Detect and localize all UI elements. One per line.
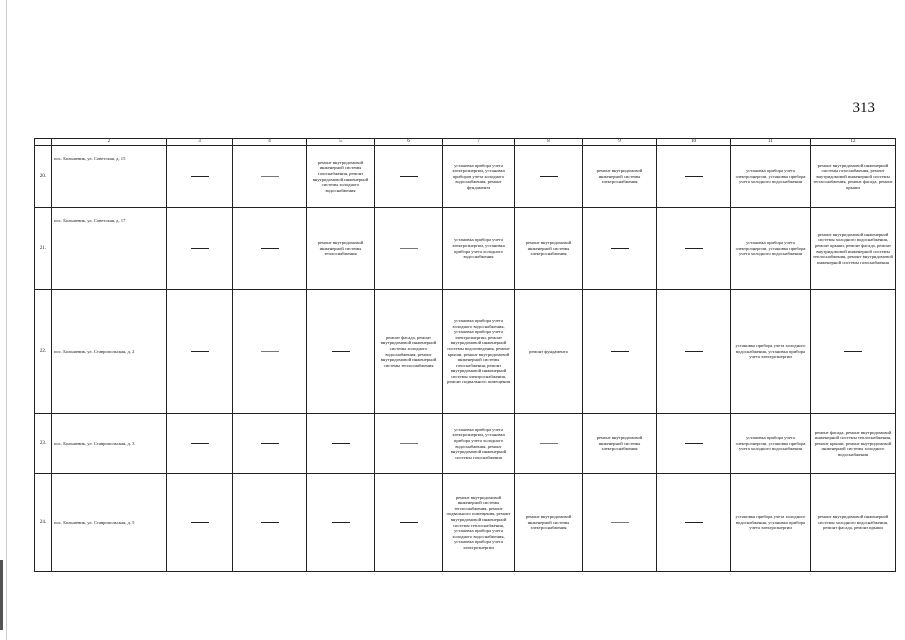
work-cell: ремонт внутридомовой инженерной системы теплоснабжения [307, 208, 375, 290]
work-cell: ремонт внутридомовой инженерной системы холодного водоснабжения, ремонт крыши, ремонт фасада, ремонт внутридомовой инженерной системы теплоснабжения, ремонт внутридомовой инженерной системы газоснабжения [811, 208, 896, 290]
col-header: 6 [375, 139, 443, 146]
work-cell: ремонт внутридомовой инженерной системы газоснабжения, ремонт внутридомовой инженерной системы холодного водоснабжения [307, 146, 375, 208]
work-cell: ремонт фасада, ремонт внутридомовой инженерной системы теплоснабжения, ремонт крыши, ремонт внутридомовой инженерной системы холодного водоснабжения [811, 414, 896, 474]
work-cell: установка прибора учета холодного водоснабжения, установка прибора учета электроэнергии [731, 290, 811, 414]
address-cell: пос. Большевик, ул. Ставропольская, д. 2 [52, 290, 167, 414]
dash-mark [261, 248, 279, 249]
dash-mark [191, 351, 209, 352]
table-row [35, 474, 896, 572]
row-number: 22. [35, 290, 52, 414]
dash-mark [261, 443, 279, 444]
empty-cell [167, 414, 233, 474]
dash-mark [400, 176, 418, 177]
empty-cell [811, 290, 896, 414]
dash-mark [400, 522, 418, 523]
work-cell: ремонт внутридомовой инженерной системы газоснабжения, ремонт внутридомовой инженерной системы теплоснабжения, ремонт фасада, ремонт крыши [811, 146, 896, 208]
empty-cell [307, 474, 375, 572]
work-cell: установка прибора учета электроэнергии, установка прибора учета холодного водоснабжения [731, 146, 811, 208]
empty-cell [583, 474, 657, 572]
work-cell: установка прибора учета электроэнергии, установка прибора учета холодного водоснабжения [443, 208, 515, 290]
empty-cell [307, 414, 375, 474]
dash-mark [540, 443, 558, 444]
row-number: 23. [35, 414, 52, 474]
dash-mark [191, 176, 209, 177]
header-row [35, 139, 896, 146]
empty-cell [375, 474, 443, 572]
col-header: 5 [307, 139, 375, 146]
table-row [35, 146, 896, 208]
dash-mark [332, 522, 350, 523]
work-cell: ремонт внутридомовой инженерной системы теплоснабжения, ремонт подвального помещения, ремонт внутридомовой инженерной системы теплоснабжения, установка прибора учета холодного водоснабжения, установка прибора учета электроэнергии [443, 474, 515, 572]
empty-cell [657, 474, 731, 572]
row-number: 20. [35, 146, 52, 208]
dash-mark [685, 176, 703, 177]
dash-mark [685, 248, 703, 249]
address-cell: пос. Большевик, ул. Советская, д. 17 [52, 208, 167, 290]
col-header: 12 [811, 139, 896, 146]
dash-mark [332, 351, 350, 352]
col-header: 9 [583, 139, 657, 146]
empty-cell [233, 414, 307, 474]
dash-mark [191, 248, 209, 249]
dash-mark [191, 522, 209, 523]
dash-mark [332, 443, 350, 444]
dash-mark [540, 176, 558, 177]
empty-cell [233, 146, 307, 208]
empty-cell [657, 208, 731, 290]
empty-cell [233, 474, 307, 572]
empty-cell [167, 474, 233, 572]
scan-edge-line [6, 0, 7, 640]
empty-cell [167, 146, 233, 208]
empty-cell [515, 146, 583, 208]
repair-schedule-table [34, 138, 896, 572]
work-cell: установка прибора учета электроэнергии, установка прибора учета холодного водоснабжения [731, 414, 811, 474]
table-row [35, 208, 896, 290]
dash-mark [261, 522, 279, 523]
dash-mark [611, 351, 629, 352]
scan-edge-mark [0, 560, 3, 630]
row-number: 21. [35, 208, 52, 290]
col-header: 4 [233, 139, 307, 146]
empty-cell [657, 414, 731, 474]
empty-cell [167, 208, 233, 290]
col-header: 8 [515, 139, 583, 146]
row-number: 24. [35, 474, 52, 572]
empty-cell [583, 290, 657, 414]
dash-mark [611, 248, 629, 249]
empty-cell [375, 414, 443, 474]
empty-cell [375, 146, 443, 208]
dash-mark [685, 351, 703, 352]
col-header [35, 139, 52, 146]
work-cell: установка прибора учета электроэнергии, установка прибора учета холодного водоснабжения [731, 208, 811, 290]
empty-cell [307, 290, 375, 414]
work-cell: ремонт внутридомовой инженерной системы электроснабжения [515, 208, 583, 290]
work-cell: установка прибора учета холодного водоснабжения, установка прибора учета электроэнергии [731, 474, 811, 572]
work-cell: ремонт фасада, ремонт внутридомовой инженерной системы холодного водоснабжения, ремонт внутридомовой инженерной системы теплоснабжения [375, 290, 443, 414]
work-cell: установка прибора учета холодного водоснабжения, установка прибора учета электроэнергии, ремонт внутридомовой инженерной системы водоотведения, ремонт крыши, ремонт внутридомовой инженерной системы газоснабжения, ремонт внутридомовой инженерной системы электроснабжения, ремонт подвального помещения [443, 290, 515, 414]
work-cell: установка прибора учета электроэнергии, установка приборов учета холодного водоснабжения, ремонт фундамента [443, 146, 515, 208]
col-header: 3 [167, 139, 233, 146]
work-cell: ремонт внутридомовой инженерной системы электроснабжения [583, 146, 657, 208]
table-row [35, 414, 896, 474]
empty-cell [233, 290, 307, 414]
empty-cell [515, 414, 583, 474]
empty-cell [657, 146, 731, 208]
empty-cell [375, 208, 443, 290]
col-header: 11 [731, 139, 811, 146]
dash-mark [261, 176, 279, 177]
dash-mark [400, 248, 418, 249]
empty-cell [583, 208, 657, 290]
work-cell: ремонт фундамента [515, 290, 583, 414]
work-cell: ремонт внутридомовой инженерной системы холодного водоснабжения, ремонт фасада, ремонт крыши [811, 474, 896, 572]
work-cell: ремонт внутридомовой инженерной системы электроснабжения [515, 474, 583, 572]
dash-mark [844, 351, 862, 352]
dash-mark [685, 522, 703, 523]
address-cell: пос. Большевик, ул. Ставропольская, д. 3 [52, 414, 167, 474]
col-header: 7 [443, 139, 515, 146]
empty-cell [657, 290, 731, 414]
work-cell: установка прибора учета электроэнергии, установка прибора учета холодного водоснабжения, ремонт внутридомовой инженерной системы газоснабжения [443, 414, 515, 474]
dash-mark [611, 522, 629, 523]
work-cell: ремонт внутридомовой инженерной системы электроснабжения [583, 414, 657, 474]
dash-mark [191, 443, 209, 444]
dash-mark [685, 443, 703, 444]
page-number: 313 [852, 100, 875, 116]
col-header: 2 [52, 139, 167, 146]
dash-mark [261, 351, 279, 352]
col-header: 10 [657, 139, 731, 146]
table-row [35, 290, 896, 414]
dash-mark [400, 443, 418, 444]
address-cell: пос. Большевик, ул. Ставропольская, д. 5 [52, 474, 167, 572]
empty-cell [167, 290, 233, 414]
address-cell: пос. Большевик, ул. Советская, д. 15 [52, 146, 167, 208]
empty-cell [233, 208, 307, 290]
